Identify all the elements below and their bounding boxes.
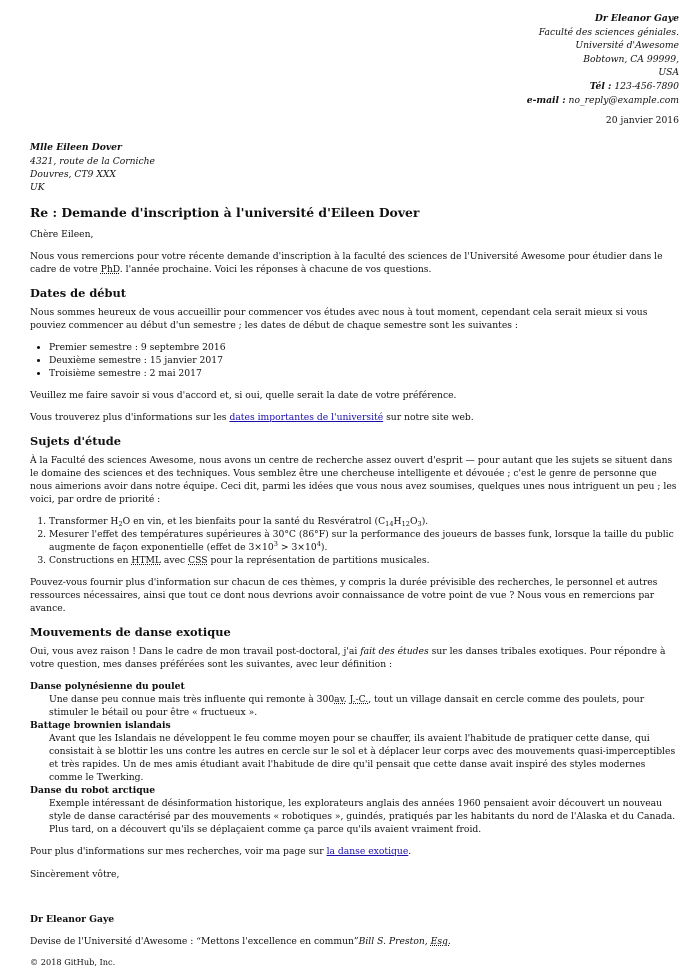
email-label: e-mail :	[526, 94, 566, 106]
recipient-street: 4321, route de la Corniche	[30, 155, 155, 167]
dance-definitions	[30, 680, 679, 836]
subjects-closing-paragraph: Pouvez-vous fournir plus d'information sur chacun de ces thèmes, y compris la durée prévisible des recherches, le personnel et autres ressources nécessaires, ainsi que tout ce dont nous devrions avoir connaissance de votre point de vue ? Nous vous en remercions par avance.	[30, 576, 658, 614]
sender-university: Université d'Awesome	[575, 40, 679, 52]
signature: Dr Eleanor Gaye	[30, 913, 115, 925]
recipient-city: Douvres, CT9 XXX	[30, 168, 116, 180]
recipient-name: Mlle Eileen Dover	[30, 142, 122, 154]
heading-start-dates: Dates de début	[30, 285, 127, 300]
sender-address	[30, 12, 679, 107]
recipient-country: UK	[30, 182, 45, 194]
start-dates-paragraph: Nous sommes heureux de vous accueillir pour commencer vos études avec nous à tout moment, cependant cela serait mieux si vous pouviez commencer au début d'un semestre ; les dates de début de chaque semestre sont les suivantes :	[30, 306, 648, 331]
university-motto: Devise de l'Université d'Awesome : “Mettons l'excellence en commun”Bill S. Preston, Esq.	[30, 935, 451, 947]
sender-name: Dr Eleanor Gaye	[594, 13, 679, 24]
subjects-paragraph: À la Faculté des sciences Awesome, nous avons un centre de recherche assez ouvert d'esprit — pour autant que les sujets se situent dans le domaine des sciences et des techniques. Vous semblez être une chercheuse intelligente et dévouée ; c'est le genre de personne que nous aimerions avoir dans notre équipe. Ceci dit, parmi les idées que vous nous avez soumises, quelques unes nous intriguent un peu ; les voici, par ordre de priorité :	[30, 454, 677, 505]
dance-term: Danse polynésienne du poulet	[30, 680, 185, 692]
sender-email	[30, 94, 679, 108]
copyright: © 2018 GitHub, Inc.	[30, 956, 116, 967]
letter-date: 20 janvier 2016	[605, 115, 679, 127]
subjects-list	[30, 515, 679, 567]
dance-definition: Avant que les Islandais ne développent le feu comme moyen pour se chauffer, ils avaient l'habitude de pratiquer cette danse, qui consistait à se blottir les uns contre les autres en cercle sur le sol et à déplacer leur corps avec des mouvements quasi-imperceptibles et très rapides. Un de mes amis étudiant avait l'habitude de dire qu'il pensait que cette danse avait inspiré des styles modernes comme le Twerking.	[49, 732, 676, 783]
heading-subjects: Sujets d'étude	[30, 433, 121, 448]
list-item: • Troisième semestre : 2 mai 2017	[49, 367, 679, 380]
greeting: Chère Eileen,	[30, 228, 94, 240]
sender-faculty: Faculté des sciences géniales.	[538, 26, 679, 38]
phone-label: Tél :	[589, 80, 612, 92]
dates-info-paragraph: Vous trouverez plus d'informations sur les dates importantes de l'université sur notre site web.	[30, 411, 474, 423]
dance-definition: Exemple intéressant de désinformation historique, les explorateurs anglais des années 1960 pensaient avoir découvert un nouveau style de danse caractérisé par des mouvements « robotiques », guindés, pratiqués par les habitants du nord de l'Alaska et du Canada. Plus tard, on a découvert qu'ils se déplaçaient comme ça parce qu'ils avaient vraiment froid.	[49, 797, 676, 835]
sender-country: USA	[658, 67, 679, 79]
sender-city: Bobtown, CA 99999,	[583, 53, 679, 65]
email-address: no_reply@example.com	[568, 94, 679, 106]
intro-paragraph: Nous vous remercions pour votre récente demande d'inscription à la faculté des sciences de l'Université Awesome pour étudier dans le cadre de votre PhD. l'année prochaine. Voici les réponses à chacune de vos questions.	[30, 250, 663, 275]
list-item: 3. Constructions en HTML avec CSS pour la représentation de partitions musicales.	[49, 554, 679, 567]
html-abbr: HTML	[131, 554, 161, 566]
phone-number: 123-456-7890	[614, 80, 679, 92]
recipient-address	[30, 141, 679, 195]
letter-title: Re : Demande d'inscription à l'université d'Eileen Dover	[30, 204, 420, 220]
confirm-paragraph: Veuillez me faire savoir si vous d'accord et, si oui, quelle serait la date de votre préférence.	[30, 389, 457, 401]
dance-term: Battage brownien islandais	[30, 719, 171, 731]
list-item: 2. Mesurer l'effet des températures supérieures à 30°C (86°F) sur la performance des joueurs de basses funk, lorsque la taille du public augmente de façon exponentielle (effet de $3\times 10^3 > 3\times 10^4$).	[49, 528, 679, 554]
phd-abbr: PhD	[100, 263, 120, 275]
dance-paragraph: Oui, vous avez raison ! Dans le cadre de mon travail post-doctoral, j'ai fait des études sur les danses tribales exotiques. Pour répondre à votre question, mes danses préférées sont les suivantes, avec leur définition :	[30, 645, 666, 670]
research-info-paragraph: Pour plus d'informations sur mes recherches, voir ma page sur la danse exotique.	[30, 845, 412, 857]
list-item: 1. Transformer $H_2O$ en vin, et les bienfaits pour la santé du Resvératrol $(C_{14}H_{12}O_3)$.	[49, 515, 679, 528]
heading-dance: Mouvements de danse exotique	[30, 624, 231, 639]
exotic-dance-link[interactable]: la danse exotique	[326, 845, 409, 857]
sender-phone	[30, 80, 679, 94]
dance-definition: Une danse peu connue mais très influente qui remonte à 300av. J.-C., tout un village dansait en cercle comme des poulets, pour stimuler le bétail ou pour être « fructueux ».	[49, 693, 645, 718]
important-dates-link[interactable]: dates importantes de l'université	[229, 411, 384, 423]
signoff: Sincèrement vôtre,	[30, 868, 120, 880]
semester-list	[30, 341, 679, 380]
dance-term: Danse du robot arctique	[30, 784, 156, 796]
css-abbr: CSS	[188, 554, 208, 566]
list-item: • Premier semestre : 9 septembre 2016	[49, 341, 679, 354]
list-item: • Deuxième semestre : 15 janvier 2017	[49, 354, 679, 367]
